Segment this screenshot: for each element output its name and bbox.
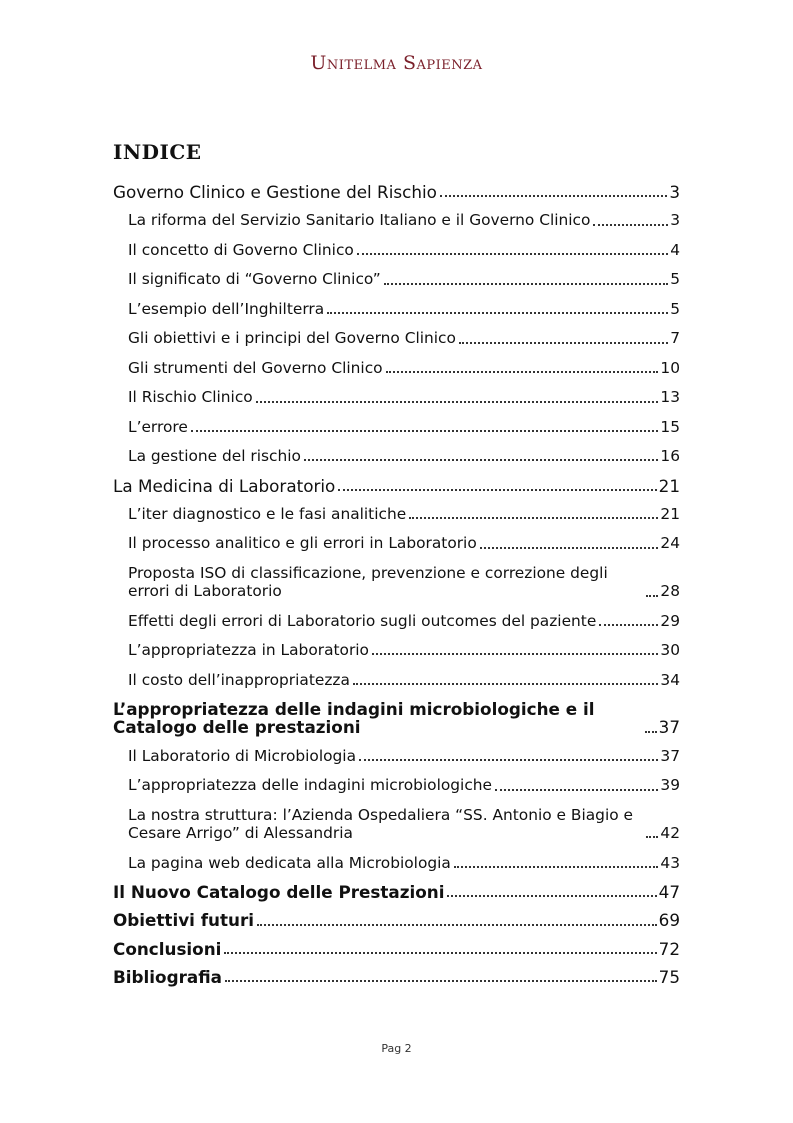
toc-dot-leader [359, 759, 658, 761]
toc-dot-leader [454, 866, 659, 868]
toc-entry-title: Effetti degli errori di Laboratorio sugli outcomes del paziente [128, 611, 597, 630]
toc-entry-title: L’esempio dell’Inghilterra [128, 299, 325, 318]
toc-dot-leader [372, 653, 658, 655]
toc-entry-page-number: 28 [660, 582, 680, 601]
toc-entry-page-number: 16 [660, 447, 680, 466]
toc-section-entry[interactable] [113, 854, 680, 872]
toc-entry-title: Il Rischio Clinico [128, 388, 253, 407]
toc-entry-title: L’appropriatezza delle indagini microbiologiche e il Catalogo delle prestazioni [113, 699, 595, 738]
toc-section-entry[interactable] [113, 747, 680, 765]
toc-dot-leader [447, 895, 656, 897]
toc-entry-title: Il Laboratorio di Microbiologia [128, 746, 357, 765]
toc-entry-title: Il significato di “Governo Clinico” [128, 270, 381, 289]
toc-section-entry[interactable] [113, 300, 680, 318]
toc-entry-title: L’errore [128, 417, 188, 436]
toc-entry-title: Gli obiettivi e i principi del Governo Clinico [128, 329, 456, 348]
toc-entry-page-number: 72 [658, 938, 680, 959]
toc-entry-page-number: 29 [660, 611, 680, 630]
toc-chapter-entry[interactable] [113, 477, 680, 495]
toc-entry-title: La pagina web dedicata alla Microbiologia [128, 853, 451, 872]
page-number-footer: Pag 2 [381, 1042, 412, 1055]
toc-dot-leader [593, 224, 668, 226]
toc-entry-page-number: 5 [670, 270, 680, 289]
toc-dot-leader [384, 283, 668, 285]
toc-section-entry[interactable] [113, 564, 680, 601]
toc-section-entry[interactable] [113, 211, 680, 229]
toc-entry-page-number: 15 [660, 417, 680, 436]
toc-dot-leader [225, 980, 657, 982]
toc-entry-page-number: 3 [669, 182, 680, 202]
toc-entry-title: La nostra struttura: l’Azienda Ospedaliera “SS. Antonio e Biagio e Cesare Arrigo” di Alessandria [128, 805, 633, 843]
toc-entry-title: L’appropriatezza in Laboratorio [128, 641, 369, 660]
toc-entry-title: Il concetto di Governo Clinico [128, 240, 354, 259]
toc-section-entry[interactable] [113, 806, 680, 843]
toc-section-entry[interactable] [113, 671, 680, 689]
toc-entry-page-number: 7 [670, 329, 680, 348]
toc-entry-page-number: 5 [670, 299, 680, 318]
toc-chapter-entry[interactable] [113, 700, 680, 737]
toc-section-entry[interactable] [113, 329, 680, 347]
toc-dot-leader [459, 342, 668, 344]
toc-dot-leader [646, 836, 658, 838]
toc-chapter-entry[interactable] [113, 968, 680, 986]
toc-section-entry[interactable] [113, 270, 680, 288]
toc-dot-leader [191, 430, 659, 432]
toc-section-entry[interactable] [113, 534, 680, 552]
toc-section-entry[interactable] [113, 612, 680, 630]
toc-dot-leader [257, 924, 657, 926]
toc-chapter-entry[interactable] [113, 940, 680, 958]
institution-header: Unitelma Sapienza [310, 52, 483, 74]
toc-entry-title: Il costo dell’inappropriatezza [128, 670, 350, 689]
toc-entry-page-number: 34 [660, 670, 680, 689]
toc-dot-leader [440, 195, 667, 197]
toc-chapter-entry[interactable] [113, 183, 680, 201]
toc-entry-title: La Medicina di Laboratorio [113, 475, 336, 496]
toc-entry-page-number: 43 [660, 853, 680, 872]
toc-entry-page-number: 75 [658, 966, 680, 987]
toc-dot-leader [256, 401, 659, 403]
toc-dot-leader [599, 624, 658, 626]
toc-entry-title: La riforma del Servizio Sanitario Italiano e il Governo Clinico [128, 211, 591, 230]
toc-dot-leader [353, 683, 658, 685]
toc-dot-leader [646, 595, 658, 597]
toc-entry-title: Il Nuovo Catalogo delle Prestazioni [113, 881, 445, 902]
toc-section-entry[interactable] [113, 359, 680, 377]
toc-dot-leader [357, 253, 668, 255]
toc-entry-title: La gestione del rischio [128, 447, 301, 466]
toc-dot-leader [645, 731, 657, 733]
toc-entry-title: Proposta ISO di classificazione, prevenzione e correzione degli errori di Laboratorio [128, 563, 608, 601]
toc-dot-leader [495, 789, 658, 791]
toc-section-entry[interactable] [113, 776, 680, 794]
table-of-contents [113, 183, 680, 996]
toc-entry-page-number: 69 [658, 910, 680, 931]
toc-entry-page-number: 24 [660, 534, 680, 553]
toc-section-entry[interactable] [113, 641, 680, 659]
toc-dot-leader [338, 489, 656, 491]
toc-entry-page-number: 37 [660, 746, 680, 765]
toc-entry-title: L’iter diagnostico e le fasi analitiche [128, 504, 407, 523]
toc-entry-title: Il processo analitico e gli errori in Laboratorio [128, 534, 477, 553]
toc-entry-page-number: 21 [658, 475, 680, 496]
toc-chapter-entry[interactable] [113, 911, 680, 929]
toc-entry-title: Gli strumenti del Governo Clinico [128, 358, 383, 377]
toc-entry-title: Bibliografia [113, 966, 222, 987]
toc-dot-leader [409, 517, 658, 519]
toc-chapter-entry[interactable] [113, 883, 680, 901]
toc-entry-page-number: 10 [660, 358, 680, 377]
page-title: INDICE [113, 140, 202, 164]
toc-entry-title: L’appropriatezza delle indagini microbiologiche [128, 776, 493, 795]
toc-entry-page-number: 47 [658, 881, 680, 902]
toc-section-entry[interactable] [113, 388, 680, 406]
toc-entry-page-number: 30 [660, 641, 680, 660]
toc-dot-leader [386, 371, 659, 373]
toc-dot-leader [327, 312, 668, 314]
toc-entry-page-number: 3 [670, 211, 680, 230]
toc-entry-page-number: 13 [660, 388, 680, 407]
toc-entry-title: Obiettivi futuri [113, 910, 254, 931]
toc-entry-page-number: 42 [660, 824, 680, 843]
toc-entry-page-number: 4 [670, 240, 680, 259]
toc-entry-page-number: 39 [660, 776, 680, 795]
toc-entry-page-number: 37 [658, 717, 680, 738]
toc-dot-leader [480, 547, 659, 549]
toc-section-entry[interactable] [113, 418, 680, 436]
toc-entry-page-number: 21 [660, 504, 680, 523]
toc-dot-leader [224, 952, 656, 954]
toc-entry-title: Conclusioni [113, 938, 222, 959]
toc-section-entry[interactable] [113, 241, 680, 259]
toc-section-entry[interactable] [113, 447, 680, 465]
toc-dot-leader [304, 459, 658, 461]
toc-section-entry[interactable] [113, 505, 680, 523]
toc-entry-title: Governo Clinico e Gestione del Rischio [113, 182, 437, 202]
